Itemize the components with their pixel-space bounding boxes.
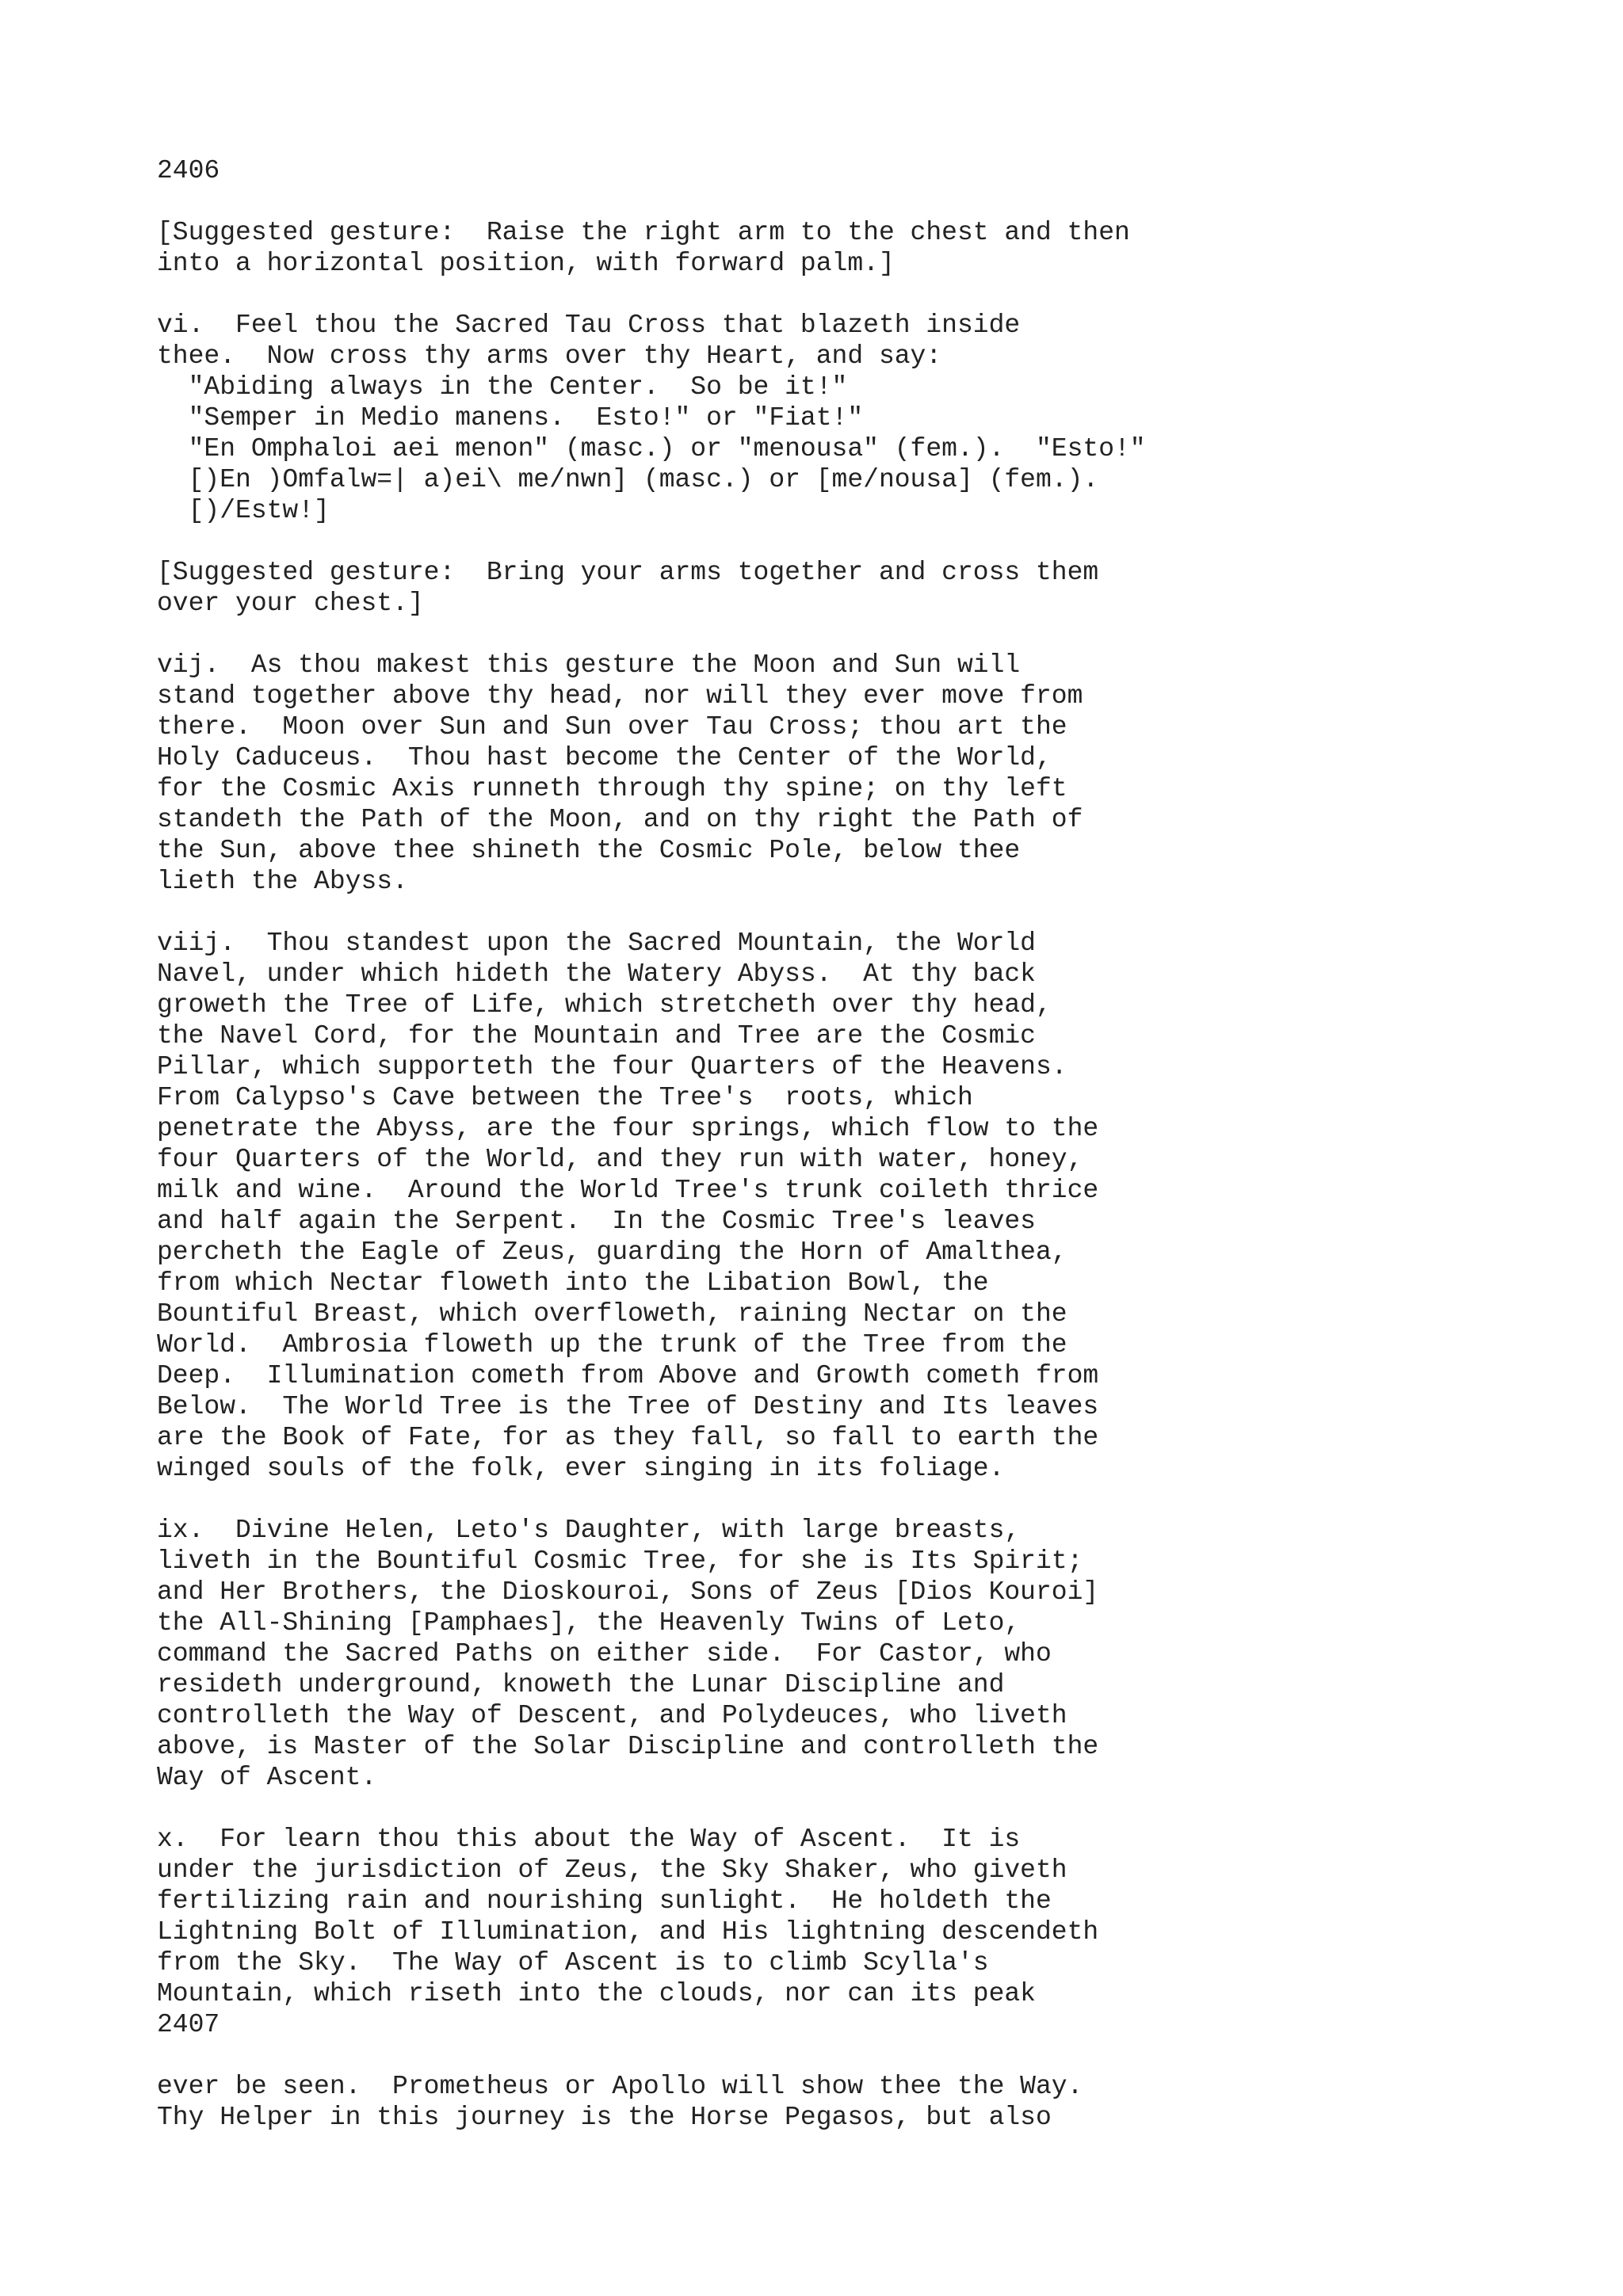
text-line: resideth underground, knoweth the Lunar Discipline and	[157, 1670, 1005, 1699]
text-line: Deep. Illumination cometh from Above and Growth cometh from	[157, 1361, 1099, 1390]
text-line: groweth the Tree of Life, which stretcheth over thy head,	[157, 990, 1052, 1020]
paragraph-x	[157, 1824, 1599, 2040]
text-line: standeth the Path of the Moon, and on thy right the Path of	[157, 805, 1083, 834]
text-line: the Navel Cord, for the Mountain and Tree are the Cosmic	[157, 1021, 1036, 1051]
text-line: percheth the Eagle of Zeus, guarding the Horn of Amalthea,	[157, 1238, 1067, 1267]
text-line: over your chest.]	[157, 589, 424, 618]
text-line: 2406	[157, 156, 220, 185]
text-line: x. For learn thou this about the Way of Ascent. It is	[157, 1825, 1021, 1854]
text-line: [Suggested gesture: Raise the right arm to the chest and then	[157, 218, 1130, 247]
text-line: the Sun, above thee shineth the Cosmic Pole, below thee	[157, 836, 1021, 865]
text-line: four Quarters of the World, and they run with water, honey,	[157, 1145, 1083, 1174]
text-line: [Suggested gesture: Bring your arms together and cross them	[157, 558, 1099, 587]
text-line: above, is Master of the Solar Discipline and controlleth the	[157, 1732, 1099, 1761]
paragraph-gap	[157, 897, 1599, 928]
text-line: Below. The World Tree is the Tree of Destiny and Its leaves	[157, 1392, 1099, 1421]
paragraph-gap	[157, 186, 1599, 217]
text-line: vij. As thou makest this gesture the Moon and Sun will	[157, 650, 1021, 680]
text-line: "Semper in Medio manens. Esto!" or "Fiat!"	[157, 403, 864, 433]
gesture-note-2	[157, 557, 1599, 619]
text-line: penetrate the Abyss, are the four springs, which flow to the	[157, 1114, 1099, 1143]
text-line: ix. Divine Helen, Leto's Daughter, with large breasts,	[157, 1516, 1021, 1545]
text-line: ever be seen. Prometheus or Apollo will show thee the Way.	[157, 2072, 1083, 2101]
text-line: World. Ambrosia floweth up the trunk of the Tree from the	[157, 1330, 1067, 1360]
paragraph-gap	[157, 619, 1599, 650]
paragraph-gap	[157, 1793, 1599, 1824]
text-line: under the jurisdiction of Zeus, the Sky Shaker, who giveth	[157, 1855, 1067, 1885]
text-line: [)En )Omfalw=| a)ei\ me/nwn] (masc.) or [me/nousa] (fem.).	[157, 465, 1099, 494]
paragraph-gap	[157, 526, 1599, 557]
text-line: Bountiful Breast, which overfloweth, raining Nectar on the	[157, 1299, 1067, 1329]
text-line: Way of Ascent.	[157, 1763, 377, 1792]
paragraph-vij	[157, 650, 1599, 897]
text-line: fertilizing rain and nourishing sunlight. He holdeth the	[157, 1886, 1052, 1916]
text-line: are the Book of Fate, for as they fall, so fall to earth the	[157, 1423, 1099, 1452]
text-line: vi. Feel thou the Sacred Tau Cross that blazeth inside	[157, 311, 1021, 340]
text-line: Thy Helper in this journey is the Horse Pegasos, but also	[157, 2103, 1052, 2132]
text-line: stand together above thy head, nor will they ever move from	[157, 681, 1083, 711]
paragraph-gap	[157, 2040, 1599, 2071]
gesture-note-1	[157, 217, 1599, 279]
page-number-top	[157, 155, 1599, 186]
text-line: from the Sky. The Way of Ascent is to climb Scylla's	[157, 1948, 989, 1978]
text-line: [)/Estw!]	[157, 496, 330, 525]
paragraph-vi	[157, 310, 1599, 526]
text-line: viij. Thou standest upon the Sacred Mountain, the World	[157, 929, 1036, 958]
text-line: milk and wine. Around the World Tree's trunk coileth thrice	[157, 1176, 1099, 1205]
text-line: and Her Brothers, the Dioskouroi, Sons of Zeus [Dios Kouroi]	[157, 1577, 1099, 1607]
text-line: from which Nectar floweth into the Libation Bowl, the	[157, 1268, 989, 1298]
text-line: command the Sacred Paths on either side. For Castor, who	[157, 1639, 1052, 1669]
document-page	[157, 155, 1599, 2133]
paragraph-viij	[157, 928, 1599, 1484]
text-line: From Calypso's Cave between the Tree's roots, which	[157, 1083, 973, 1112]
text-line: Lightning Bolt of Illumination, and His lightning descendeth	[157, 1917, 1099, 1947]
text-line: liveth in the Bountiful Cosmic Tree, for she is Its Spirit;	[157, 1547, 1083, 1576]
text-line: the All-Shining [Pamphaes], the Heavenly Twins of Leto,	[157, 1608, 1021, 1638]
text-line: thee. Now cross thy arms over thy Heart, and say:	[157, 341, 942, 371]
text-line: "Abiding always in the Center. So be it!"	[157, 372, 848, 402]
text-line: Navel, under which hideth the Watery Abyss. At thy back	[157, 959, 1036, 989]
text-line: lieth the Abyss.	[157, 867, 408, 896]
text-line: Holy Caduceus. Thou hast become the Center of the World,	[157, 743, 1052, 772]
paragraph-gap	[157, 1484, 1599, 1515]
text-line: for the Cosmic Axis runneth through thy spine; on thy left	[157, 774, 1067, 803]
paragraph-ix	[157, 1515, 1599, 1793]
text-line: and half again the Serpent. In the Cosmic Tree's leaves	[157, 1207, 1036, 1236]
text-line: there. Moon over Sun and Sun over Tau Cross; thou art the	[157, 712, 1067, 742]
text-line: Mountain, which riseth into the clouds, nor can its peak	[157, 1979, 1036, 2008]
text-line: Pillar, which supporteth the four Quarters of the Heavens.	[157, 1052, 1067, 1081]
paragraph-gap	[157, 279, 1599, 310]
text-line: controlleth the Way of Descent, and Polydeuces, who liveth	[157, 1701, 1067, 1730]
paragraph-continued	[157, 2071, 1599, 2133]
text-line: into a horizontal position, with forward palm.]	[157, 249, 895, 278]
text-line: "En Omphaloi aei menon" (masc.) or "menousa" (fem.). "Esto!"	[157, 434, 1146, 463]
text-line: 2407	[157, 2010, 220, 2039]
text-line: winged souls of the folk, ever singing in its foliage.	[157, 1454, 1005, 1483]
